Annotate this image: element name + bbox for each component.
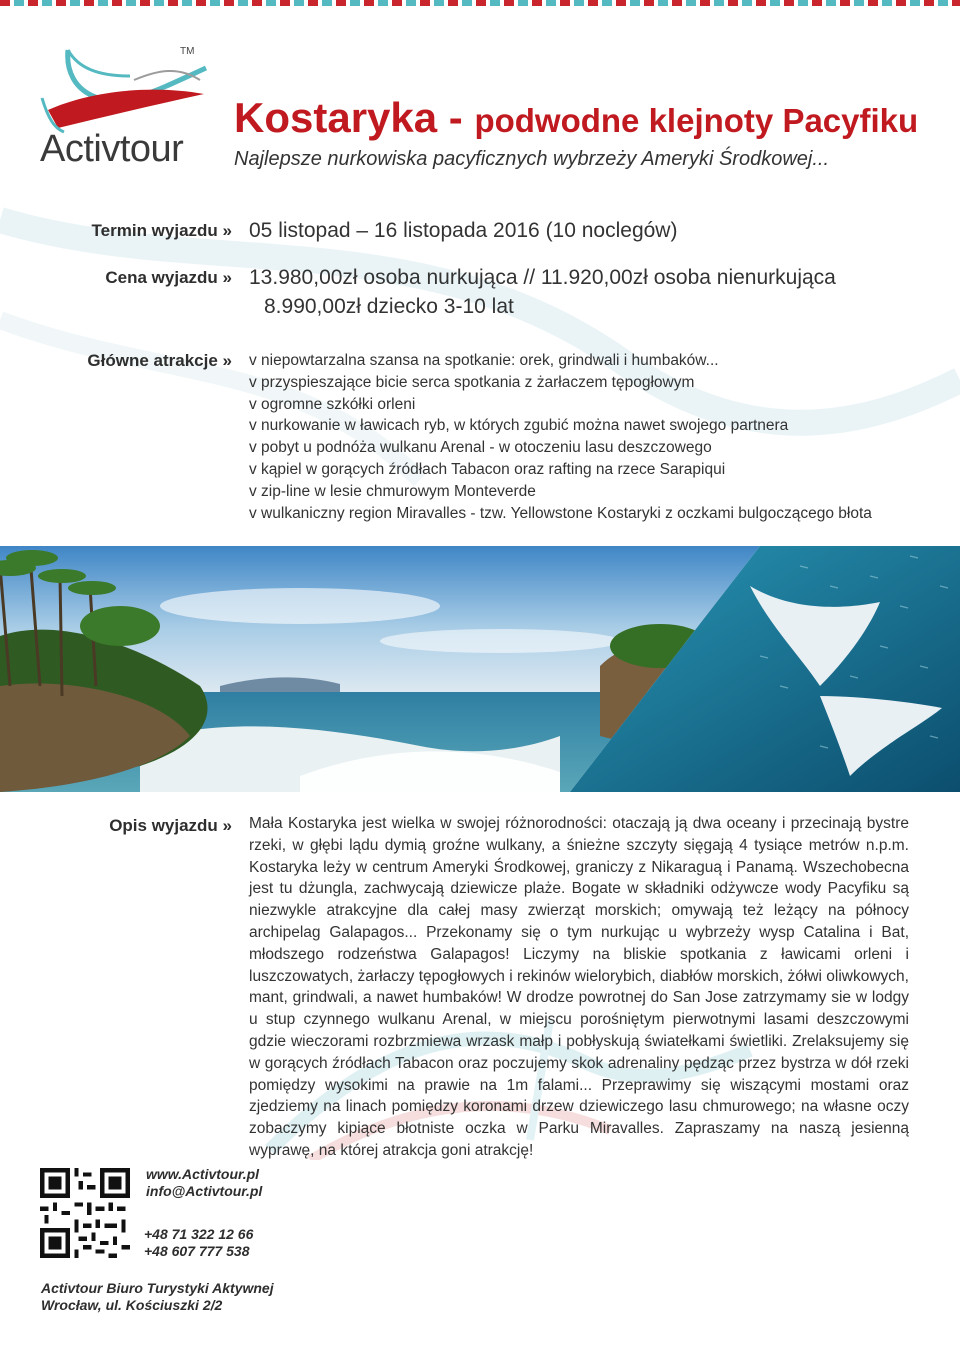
- company-address: Wrocław, ul. Kościuszki 2/2: [41, 1297, 223, 1313]
- email-link[interactable]: info@Activtour.pl: [146, 1183, 263, 1199]
- list-item: v wulkaniczny region Miravalles - tzw. Yellowstone Kostaryki z oczkami bulgoczącego błota: [249, 504, 872, 522]
- title-rest: podwodne klejnoty Pacyfiku: [474, 102, 919, 139]
- activtour-logo: [38, 40, 218, 170]
- list-item: v pobyt u podnóża wulkanu Arenal - w otoczeniu lasu deszczowego: [249, 439, 712, 457]
- date-label: Termin wyjazdu »: [91, 221, 232, 240]
- attractions-label: Główne atrakcje »: [87, 351, 232, 370]
- trademark-symbol: TM: [180, 46, 195, 57]
- phone-1: +48 71 322 12 66: [144, 1226, 254, 1242]
- logo-wordmark: Activtour: [40, 128, 184, 170]
- phone-2: +48 607 777 538: [144, 1243, 250, 1259]
- top-decorative-border: [0, 0, 960, 6]
- price-value-adult: 13.980,00zł osoba nurkująca // 11.920,00zł osoba nienurkująca: [249, 266, 836, 289]
- attractions-list: [249, 350, 872, 524]
- qr-code[interactable]: [40, 1168, 130, 1258]
- description-text: Mała Kostaryka jest wielka w swojej różnorodności: otaczają ją dwa oceany i przecinają bystre rzeki, w głębi lądu dymią groźne wulkany, a śnieżne szczyty sięgają 4 tysiące metrów n.p.m. Kostaryka leży w centrum Ameryki Środkowej, graniczy z Nikaraguą i Panamą. Wszechobecna jest tu dżungla, zachwycają dziewicze plaże. Bogate w składniki odżywcze wody Pacyfiku są niezwykle atrakcyjne dla całej masy zwierząt morskich; omywają też leżący na północy archipelag Galapagos... Przekonamy się o tym nurkując u wybrzeży wysp Catalina i Bat, młodszego rodzeństwa Galapagos! Liczymy na bliskie spotkania z ławicami orleni i luszczowatych, żarłaczy tępogłowych i rekinów wielorybich, diabłów morskich, żółwi oliwkowych, mant, grindwali, a nawet humbaków! W drodze powrotnej do San Jose zatrzymamy sie w lodgy u stup czynnego wulkanu Arenal, w miejscu porośniętym pierwotnymi lasami deszczowymi gdzie wieczorami rozbrzmiewa wrzask małp i pobłyskują światełkami świetliki. Zrelaksujemy się w gorących źródłach Tabacon oraz poczujemy skok adrenaliny pędząc przez bystrza w dół rzeki pomiędzy wysokimi na prawie na 1m falami... Przeprawimy się wiszącymi mostami oraz zjedziemy na linach pomiędzy koronami drzew dziewiczego lasu chmurowego; na własne oczy zobaczymy kipiące błotniste oczka w Parku Miravalles. Zapraszamy na naszą jesienną wyprawę, na której atrakcja goni atrakcję!: [249, 815, 909, 1159]
- photo-banner: [0, 546, 960, 792]
- website-link[interactable]: www.Activtour.pl: [146, 1166, 260, 1182]
- price-label: Cena wyjazdu »: [105, 268, 232, 287]
- company-name: Activtour Biuro Turystyki Aktywnej: [41, 1280, 274, 1296]
- list-item: v zip-line w lesie chmurowym Monteverde: [249, 482, 536, 500]
- page-subtitle: Najlepsze nurkowiska pacyficznych wybrzeży Ameryki Środkowej...: [234, 148, 830, 170]
- list-item: v niepowtarzalna szansa na spotkanie: orek, grindwali i humbaków...: [249, 352, 719, 369]
- list-item: v nurkowanie w ławicach ryb, w których zgubić można nawet swojego partnera: [249, 417, 789, 435]
- description-label: Opis wyjazdu »: [109, 816, 232, 835]
- list-item: v kąpiel w gorących źródłach Tabacon oraz rafting na rzece Sarapiqui: [249, 460, 726, 478]
- page-title: [234, 94, 918, 142]
- price-value-child: 8.990,00zł dziecko 3-10 lat: [264, 295, 514, 318]
- list-item: v ogromne szkółki orleni: [249, 395, 416, 413]
- title-main: Kostaryka -: [234, 94, 475, 141]
- list-item: v przyspieszające bicie serca spotkania z żarłaczem tępogłowym: [249, 373, 695, 391]
- date-value: 05 listopad – 16 listopada 2016 (10 noclegów): [249, 219, 678, 242]
